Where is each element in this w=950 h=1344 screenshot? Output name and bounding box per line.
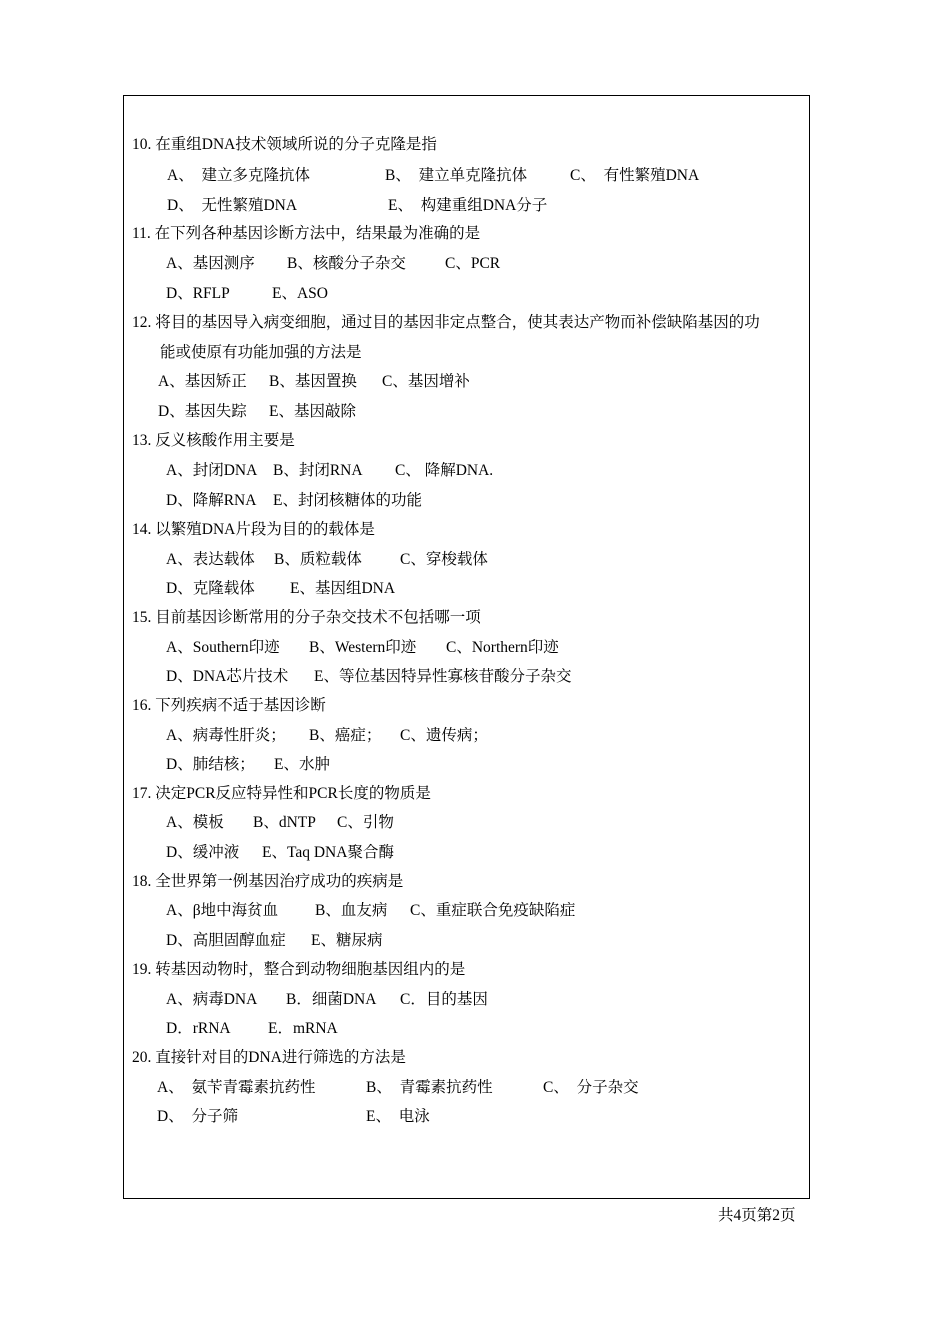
question-stem: 19. 转基因动物时，整合到动物细胞基因组内的是: [132, 961, 466, 978]
option: B、dNTP: [253, 814, 316, 831]
option: E、ASO: [272, 285, 328, 302]
option: D、缓冲液: [166, 844, 240, 861]
option: A、病毒性肝炎；: [166, 727, 286, 744]
option: C、遗传病；: [400, 727, 488, 744]
option: E、 电泳: [366, 1108, 430, 1125]
question-stem: 12. 将目的基因导入病变细胞，通过目的基因非定点整合，使其表达产物而补偿缺陷基因的功: [132, 314, 760, 331]
option: D、高胆固醇血症: [166, 932, 286, 949]
option: A、 建立多克隆抗体: [167, 167, 310, 184]
option: A、基因测序: [166, 255, 255, 272]
option: C、 有性繁殖DNA: [570, 167, 700, 184]
page-number: 共4页第2页: [718, 1207, 796, 1224]
option: C、重症联合免疫缺陷症: [410, 902, 576, 919]
option: A、基因矫正: [158, 373, 247, 390]
option: B、 建立单克隆抗体: [385, 167, 528, 184]
option: A、 氨苄青霉素抗药性: [157, 1079, 316, 1096]
option: E、糖尿病: [311, 932, 383, 949]
option: B、癌症；: [309, 727, 382, 744]
option: D、RFLP: [166, 285, 230, 302]
option: A、病毒DNA: [166, 991, 258, 1008]
question-stem: 16. 下列疾病不适于基因诊断: [132, 697, 326, 714]
option: B、Western印迹: [309, 639, 417, 656]
option: C、引物: [337, 814, 394, 831]
option: B．细菌DNA: [286, 991, 377, 1008]
option: E、Taq DNA聚合酶: [262, 844, 394, 861]
option: A、模板: [166, 814, 224, 831]
option: E、基因敲除: [269, 403, 356, 420]
option: B、封闭RNA: [273, 462, 363, 479]
option: E、 构建重组DNA分子: [388, 197, 548, 214]
question-stem: 10. 在重组DNA技术领域所说的分子克隆是指: [132, 136, 437, 153]
option: A、表达载体: [166, 551, 255, 568]
option: D．rRNA: [166, 1020, 231, 1037]
option: E、水肿: [274, 756, 330, 773]
question-stem: 18. 全世界第一例基因治疗成功的疾病是: [132, 873, 404, 890]
question-stem: 11. 在下列各种基因诊断方法中，结果最为准确的是: [132, 225, 481, 242]
option: A、封闭DNA: [166, 462, 258, 479]
option: D、DNA芯片技术: [166, 668, 289, 685]
option: E、基因组DNA: [290, 580, 396, 597]
question-stem: 20. 直接针对目的DNA进行筛选的方法是: [132, 1049, 406, 1066]
option: D、基因失踪: [158, 403, 247, 420]
option: B、核酸分子杂交: [287, 255, 406, 272]
option: C、穿梭载体: [400, 551, 488, 568]
option: C、Northern印迹: [446, 639, 559, 656]
question-stem: 13. 反义核酸作用主要是: [132, 432, 295, 449]
option: B、 青霉素抗药性: [366, 1079, 493, 1096]
option: A、β地中海贫血: [166, 902, 279, 919]
option: B、质粒载体: [274, 551, 362, 568]
option: C、PCR: [445, 255, 501, 272]
option: B、血友病: [315, 902, 388, 919]
option: A、Southern印迹: [166, 639, 280, 656]
option: D、肺结核；: [166, 756, 255, 773]
option: C、基因增补: [382, 373, 470, 390]
option: E、等位基因特异性寡核苷酸分子杂交: [314, 668, 572, 685]
option: C．目的基因: [400, 991, 488, 1008]
option: E．mRNA: [268, 1020, 338, 1037]
question-stem: 14. 以繁殖DNA片段为目的的载体是: [132, 521, 375, 538]
option: B、基因置换: [269, 373, 357, 390]
option: D、 无性繁殖DNA: [167, 197, 298, 214]
question-stem: 15. 目前基因诊断常用的分子杂交技术不包括哪一项: [132, 609, 481, 626]
question-stem-cont: 能或使原有功能加强的方法是: [160, 344, 362, 361]
option: D、 分子筛: [157, 1108, 238, 1125]
option: C、 分子杂交: [543, 1079, 639, 1096]
question-stem: 17. 决定PCR反应特异性和PCR长度的物质是: [132, 785, 431, 802]
option: D、克隆载体: [166, 580, 255, 597]
option: C、 降解DNA.: [395, 462, 494, 479]
option: D、降解RNA: [166, 492, 257, 509]
option: E、封闭核糖体的功能: [273, 492, 422, 509]
